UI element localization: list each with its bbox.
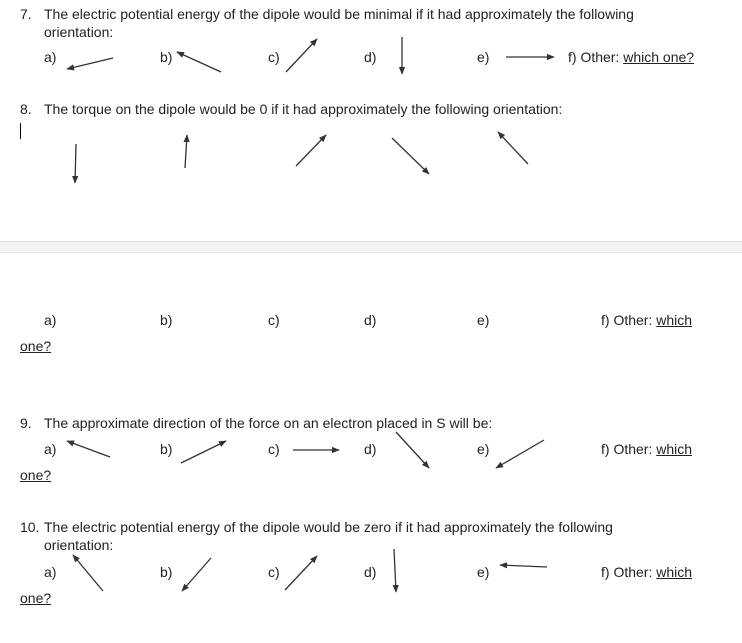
row-option-a: a) [44, 312, 57, 328]
q10-option-a: a) [44, 564, 57, 580]
q9-other-prefix: f) Other: [601, 441, 657, 457]
q10-option-e: e) [477, 564, 490, 580]
q8-arrow-2 [185, 135, 187, 168]
row-option-c: c) [268, 312, 280, 328]
q10-text-line1: The electric potential energy of the dipole would be zero if it had approximately the following [44, 519, 613, 535]
q9-other-link-cont[interactable]: one? [20, 467, 52, 483]
q8-arrow-1 [75, 144, 76, 183]
row-option-d: d) [364, 312, 377, 328]
q10-other-prefix: f) Other: [601, 564, 657, 580]
q9-arrow-a [67, 441, 110, 457]
q9-option-b: b) [160, 441, 173, 457]
row-option-b: b) [160, 312, 173, 328]
q10-arrow-e [500, 565, 547, 567]
q8-text: The torque on the dipole would be 0 if it had approximately the following orientation: [44, 101, 563, 117]
q9-option-e: e) [477, 441, 490, 457]
row-other-link-cont[interactable]: one? [20, 338, 52, 354]
q10-arrow-d [394, 549, 396, 592]
q7-text-line1: The electric potential energy of the dipole would be minimal if it had approximately the following [44, 6, 634, 22]
q9-other-link[interactable]: which [656, 441, 693, 457]
q10-other-link[interactable]: which [656, 564, 693, 580]
q9-text: The approximate direction of the force on an electron placed in S will be: [44, 415, 493, 431]
text-cursor [20, 123, 21, 139]
q7-number: 7. [20, 6, 32, 22]
row-other-link[interactable]: which [656, 312, 693, 328]
row-other-prefix: f) Other: [601, 312, 657, 328]
q9-arrow-e [496, 440, 544, 468]
q7-text-line2: orientation: [44, 24, 114, 40]
q7-other-link[interactable]: which one? [623, 49, 695, 65]
q10-option-b: b) [160, 564, 173, 580]
q7-other-prefix: f) Other: [568, 49, 624, 65]
q10-arrow-c [285, 556, 317, 590]
row-other-option [601, 311, 692, 329]
q7-arrow-c [286, 39, 317, 72]
q10-option-d: d) [364, 564, 377, 580]
q7-option-b: b) [160, 49, 173, 65]
q7-option-a: a) [44, 49, 57, 65]
page-break [0, 241, 742, 253]
q7-arrow-a [67, 58, 113, 69]
row-option-e: e) [477, 312, 490, 328]
q9-number: 9. [20, 415, 32, 431]
q7-arrow-b [177, 52, 221, 72]
q9-other-option [601, 440, 692, 458]
q7-other-option [568, 48, 694, 66]
q9-option-d: d) [364, 441, 377, 457]
q10-arrow-b [182, 558, 211, 591]
q8-arrow-4 [392, 138, 429, 174]
q8-arrow-3 [296, 135, 326, 166]
q10-number: 10. [20, 519, 40, 535]
q8-number: 8. [20, 101, 32, 117]
q10-other-option [601, 563, 692, 581]
q10-arrow-a [73, 555, 103, 591]
q7-option-d: d) [364, 49, 377, 65]
q7-option-c: c) [268, 49, 280, 65]
q9-arrow-b [181, 441, 226, 463]
q9-option-a: a) [44, 441, 57, 457]
q8-arrow-5 [498, 132, 528, 164]
q10-option-c: c) [268, 564, 280, 580]
q10-text-line2: orientation: [44, 537, 114, 553]
q7-option-e: e) [477, 49, 490, 65]
q9-arrow-d [396, 432, 429, 468]
q10-other-link-cont[interactable]: one? [20, 590, 52, 606]
q9-option-c: c) [268, 441, 280, 457]
